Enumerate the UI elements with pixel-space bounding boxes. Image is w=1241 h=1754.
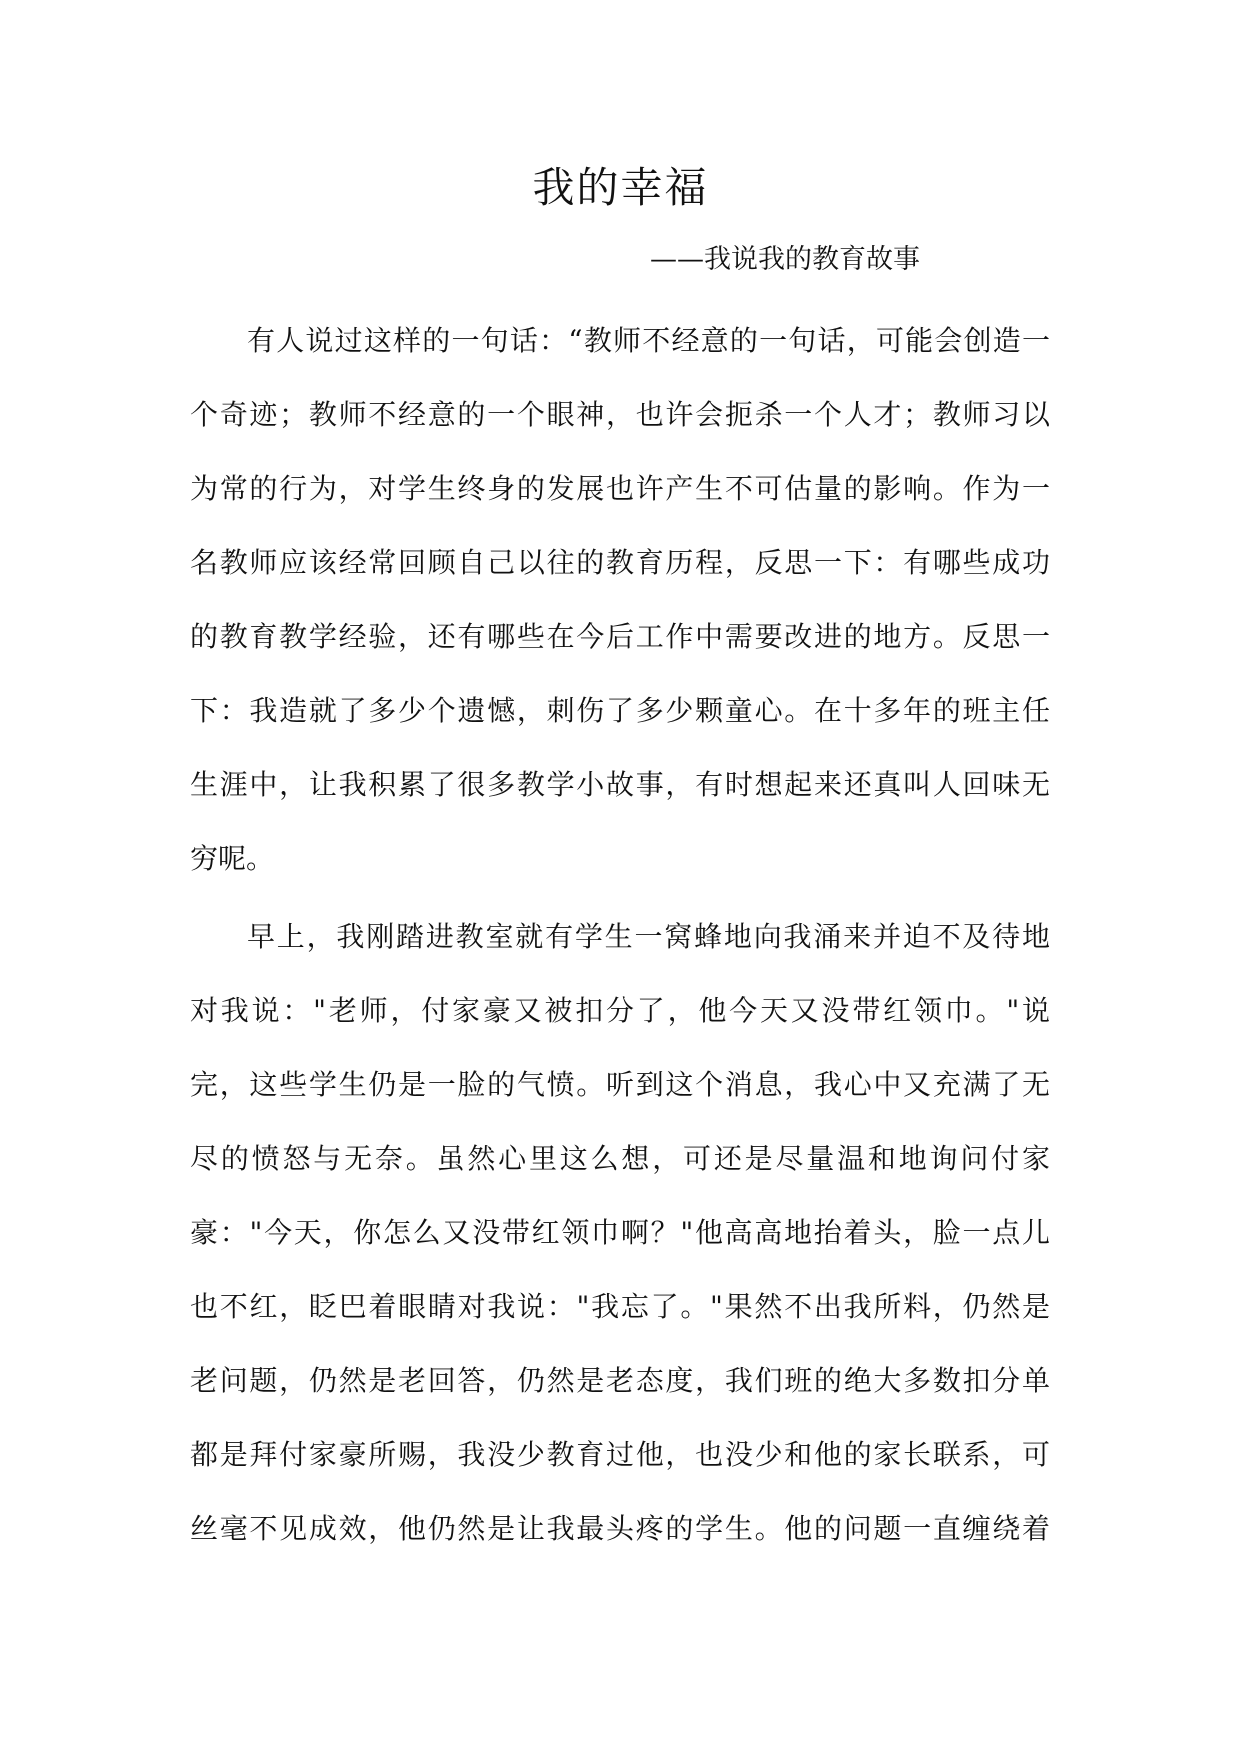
paragraph-line: 为常的行为，对学生终身的发展也许产生不可估量的影响。作为一 xyxy=(190,472,1050,505)
paragraph-line: 丝毫不见成效，他仍然是让我最头疼的学生。他的问题一直缠绕着 xyxy=(190,1512,1050,1545)
paragraph-line: 早上，我刚踏进教室就有学生一窝蜂地向我涌来并迫不及待地 xyxy=(247,920,1050,953)
paragraph-line: 完，这些学生仍是一脸的气愤。听到这个消息，我心中又充满了无 xyxy=(190,1068,1050,1101)
paragraph-1 xyxy=(190,304,1050,896)
document-subtitle: ——我说我的教育故事 xyxy=(650,244,920,275)
paragraph-line: 也不红，眨巴着眼睛对我说："我忘了。"果然不出我所料，仍然是 xyxy=(190,1290,1050,1323)
paragraph-line: 个奇迹；教师不经意的一个眼神，也许会扼杀一个人才；教师习以 xyxy=(190,398,1050,431)
paragraph-line: 尽的愤怒与无奈。虽然心里这么想，可还是尽量温和地询问付家 xyxy=(190,1142,1050,1175)
paragraph-line: 名教师应该经常回顾自己以往的教育历程，反思一下：有哪些成功 xyxy=(190,546,1050,579)
paragraph-line: 对我说："老师，付家豪又被扣分了，他今天又没带红领巾。"说 xyxy=(190,994,1050,1027)
paragraph-line: 生涯中，让我积累了很多教学小故事，有时想起来还真叫人回味无 xyxy=(190,768,1050,801)
paragraph-line: 豪："今天，你怎么又没带红领巾啊？"他高高地抬着头，脸一点儿 xyxy=(190,1216,1050,1249)
paragraph-line: 老问题，仍然是老回答，仍然是老态度，我们班的绝大多数扣分单 xyxy=(190,1364,1050,1397)
paragraph-line: 下：我造就了多少个遗憾，刺伤了多少颗童心。在十多年的班主任 xyxy=(190,694,1050,727)
paragraph-line: 的教育教学经验，还有哪些在今后工作中需要改进的地方。反思一 xyxy=(190,620,1050,653)
paragraph-line: 都是拜付家豪所赐，我没少教育过他，也没少和他的家长联系，可 xyxy=(190,1438,1050,1471)
paragraph-2 xyxy=(190,900,1050,1566)
document-title: 我的幸福 xyxy=(532,163,709,212)
paragraph-line: 有人说过这样的一句话：“教师不经意的一句话，可能会创造一 xyxy=(247,324,1050,357)
paragraph-line: 穷呢。 xyxy=(190,842,275,875)
